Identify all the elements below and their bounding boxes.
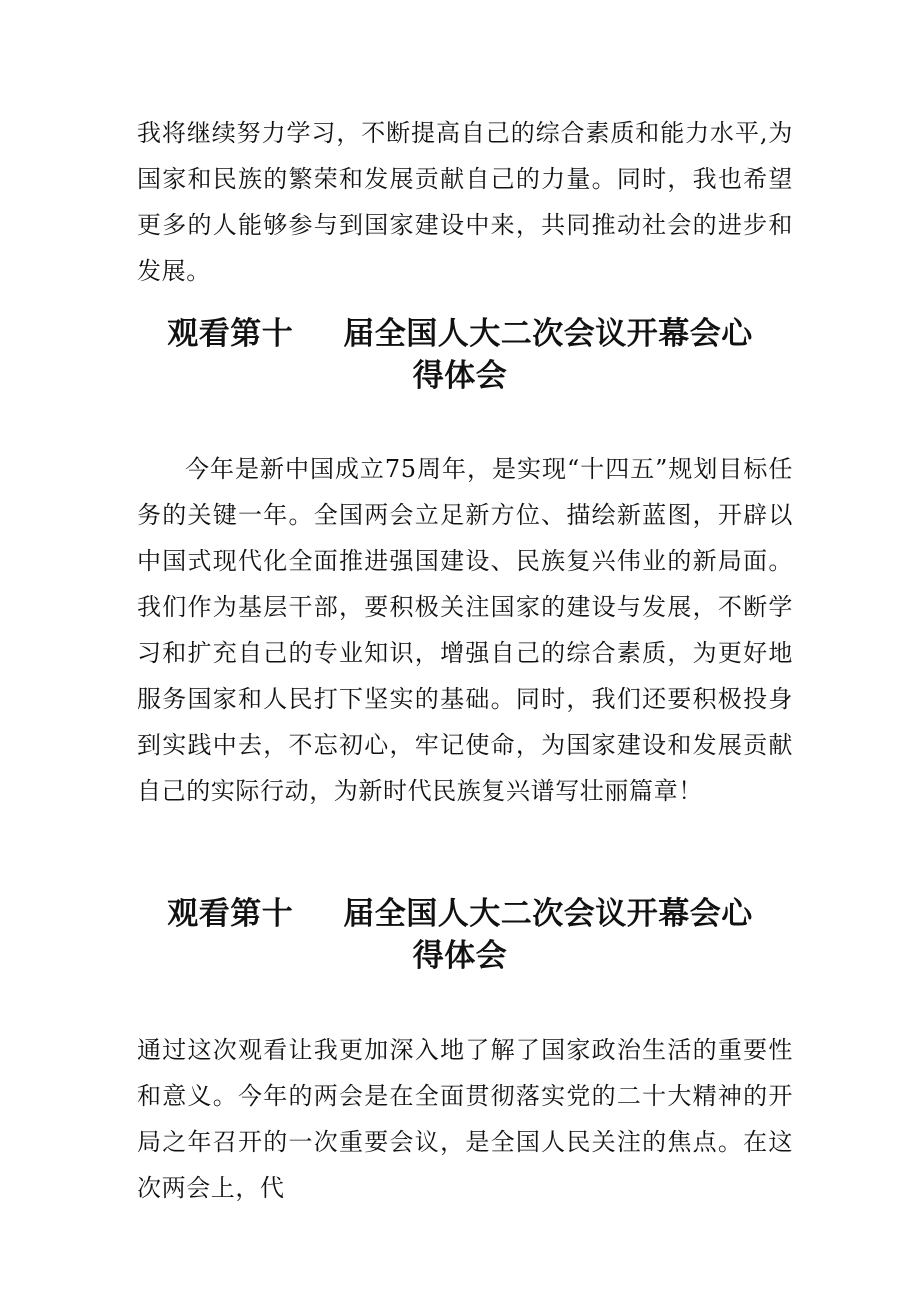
heading-line-1 xyxy=(110,313,810,355)
section-heading-2 xyxy=(110,893,810,977)
heading-part-2: 届全国人大二次会议开幕会心 xyxy=(343,316,753,352)
heading-line-2: 得体会 xyxy=(412,358,508,394)
heading-part-1: 观看第十 xyxy=(167,896,294,932)
heading-line-2: 得体会 xyxy=(412,938,508,974)
body-paragraph-3: 通过这次观看让我更加深入地了解了国家政治生活的重要性和意义。今年的两会是在全面贯彻落实党的二十大精神的开局之年召开的一次重要会议，是全国人民关注的焦点。在这次两会上，代 xyxy=(137,1036,793,1202)
body-paragraph-2: 今年是新中国成立75周年，是实现“十四五”规划目标任务的关键一年。全国两会立足新方位、描绘新蓝图，开辟以中国式现代化全面推进强国建设、民族复兴伟业的新局面。我们作为基层干部，要积极关注国家的建设与发展，不断学习和扩充自己的专业知识，增强自己的综合素质，为更好地服务国家和人民打下坚实的基础。同时，我们还要积极投身到实践中去，不忘初心，牢记使命，为国家建设和发展贡献自己的实际行动，为新时代民族复兴谱写壮丽篇章！ xyxy=(137,455,793,805)
heading-line-1 xyxy=(110,893,810,935)
heading-part-2: 届全国人大二次会议开幕会心 xyxy=(343,896,753,932)
section-heading-1 xyxy=(110,313,810,397)
body-paragraph-1: 我将继续努力学习，不断提高自己的综合素质和能力水平,为国家和民族的繁荣和发展贡献自己的力量。同时，我也希望更多的人能够参与到国家建设中来，共同推动社会的进步和发展。 xyxy=(137,119,793,285)
heading-part-1: 观看第十 xyxy=(167,316,294,352)
